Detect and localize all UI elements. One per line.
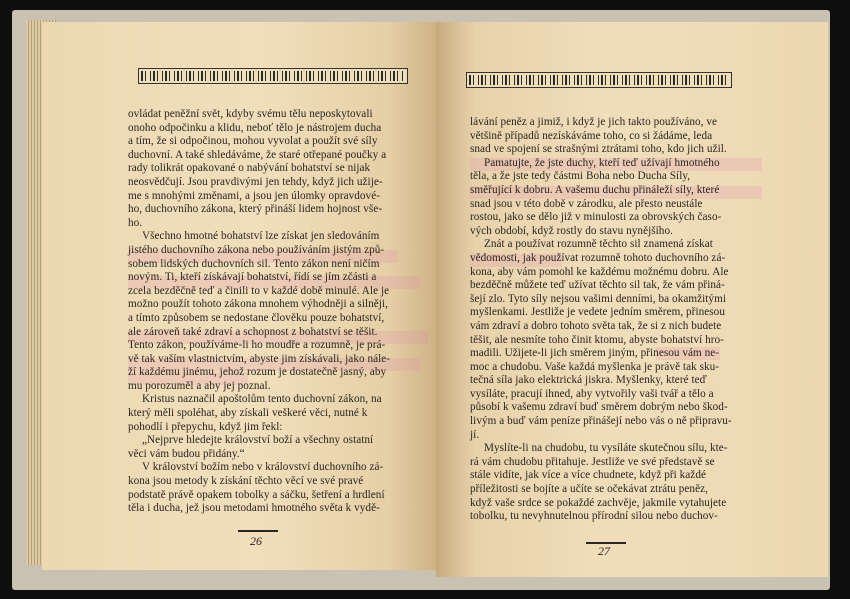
text-line: lávání peněz a jimiž, i když je jich takto používáno, ve <box>470 116 717 128</box>
text-line: a tím, že si odpočinou, mohou vyvolat a použít své síly <box>128 135 378 148</box>
text-line: věci vám budou přidány.“ <box>128 447 245 460</box>
text-line: bezděčně můžete teď užívat těchto sil tak, že vám přiná- <box>470 279 725 292</box>
text-line: možno použít tohoto zákona mnohem výhodněji a silněji, <box>128 298 388 311</box>
text-line: šejí zlo. Tyto síly nejsou vašimi denními, ba okamžitými <box>470 292 726 305</box>
open-book <box>12 8 838 593</box>
text-line: a tímto způsobem se nedostane člověku pouze bohatství, <box>128 311 385 324</box>
text-line: jistého duchovního zákona nebo používáním jistým způ- <box>128 243 385 256</box>
text-line: pohodlí i přepychu, když jim řekl: <box>128 420 283 433</box>
text-line: příležitosti se bojíte a učíte se očekávat ztrátu peněz, <box>470 483 708 496</box>
text-line: duchovní. A také shledáváme, že staré otřepané poučky a <box>128 148 387 161</box>
text-line: ho. <box>128 216 143 229</box>
text-line: ží každému jinému, jehož rozum je dostatečně jasný, aby <box>128 366 387 379</box>
text-line: kona jsou metody k získání těchto věcí ve své pravé <box>128 475 364 488</box>
text-line: madili. Užijete-li jich směrem jiným, přinesou vám ne- <box>470 347 720 360</box>
text-line: V království božím nebo v království duchovního zá- <box>142 461 384 474</box>
text-line: ovládat peněžní svět, kdyby svému tělu neposkytovali <box>128 108 373 120</box>
text-line: když vaše srdce se pokaždé zachvěje, jakmile vytahujete <box>470 496 727 509</box>
text-line: Znát a používat rozumně těchto sil znamená získat <box>484 238 713 251</box>
text-line: sobem lidských duchovních sil. Tento zákon není ničím <box>128 257 380 270</box>
text-line: ale zároveň také zdraví a schopnost z bohatství se těšit. <box>128 325 378 338</box>
text-line: „Nejprve hledejte království boží a všechny ostatní <box>142 434 374 447</box>
text-line: moc a chudobu. Vaše každá myšlenka je právě tak sku- <box>470 360 720 373</box>
text-line: těšit, ale nesmíte toho činit ktomu, abyste bohatství hro- <box>470 333 724 346</box>
text-line: me s mnohými změnami, a jsou jen úlomky opravdové- <box>128 189 380 202</box>
text-line: rostou, jako se dělo již v minulosti za obrovských časo- <box>470 211 722 224</box>
text-line: který měli spoléhat, aby získali veškeré věci, nutné k <box>128 407 368 420</box>
text-line: vám zdraví a dobro tohoto světa tak, že si z nich budete <box>470 319 722 332</box>
text-line: většině případů nezískáváme toho, co si žádáme, leda <box>470 129 713 142</box>
text-line: podstatě právě opakem tobolky a sáčku, šetření a hrdlení <box>128 488 385 501</box>
right-page <box>436 22 828 577</box>
text-line: rá vám chudobu přitahuje. Jestliže ve své představě se <box>470 455 715 468</box>
page-number: 26 <box>250 534 262 548</box>
text-line: zcela bezděčně teď a činili to v každé době minulé. Ale je <box>128 284 390 297</box>
text-line: těla i ducha, jež jsou metodami hmotného světa k vydě- <box>128 502 380 515</box>
text-line: vě tak vaším vlastnictvím, abyste jim získávali, jako nále- <box>128 352 391 365</box>
text-line: myšlenkami. Jestliže je vedete jedním směrem, přinesou <box>470 306 725 319</box>
left-header-ornament <box>138 68 408 84</box>
text-line: Tento zákon, používáme-li ho moudře a rozumně, je prá- <box>128 339 386 352</box>
text-line: snad jsou v této době v zárodku, ale přesto neustále <box>470 197 703 210</box>
footer-rule <box>238 530 278 532</box>
text-line: Kristus naznačil apoštolům tento duchovní zákon, na <box>142 393 382 406</box>
text-line: kona, aby vám pomohl ke každému možnému dobru. Ale <box>470 265 729 278</box>
left-page <box>42 22 436 570</box>
text-line: vých období, když rostly do stavu nynějšího. <box>470 224 673 237</box>
text-line: snad ve spojení se strašnými ztrátami toho, kdo jich užil. <box>470 143 727 156</box>
text-line: rady tolikrát opakované o nabývání bohatství se nijak <box>128 162 371 175</box>
right-page-text <box>470 116 770 524</box>
text-line: tobolku, tu nevyhnutelnou přírodní silou nebo duchov- <box>470 510 718 523</box>
text-line: působí k vašemu zdraví buď směrem dobrým nebo škod- <box>470 401 728 414</box>
text-line: novým. Ti, kteří získávají bohatství, řídí se jím zčásti a <box>128 271 377 284</box>
text-line: směřující k dobru. A vašemu duchu přináleží síly, které <box>470 183 720 196</box>
text-line: jí. <box>470 428 480 441</box>
text-line: mu porozuměl a aby jej poznal. <box>128 379 271 392</box>
text-line: Pamatujte, že jste duchy, kteří teď užívají hmotného <box>484 156 720 169</box>
page-number: 27 <box>598 544 610 558</box>
text-line: tečná síla jako elektrická jiskra. Myšlenky, které teď <box>470 374 707 387</box>
text-line: Všechno hmotné bohatství lze získat jen sledováním <box>142 230 380 243</box>
text-line: vědomosti, jak používat rozumně tohoto duchovního zá- <box>470 251 726 264</box>
text-line: vysíláte, pracují ihned, aby vytvořily vaši tvář a tělo a <box>470 387 714 400</box>
text-line: ho, duchovního zákona, který přináší lidem hojnost vše- <box>128 203 383 216</box>
text-line: Myslíte-li na chudobu, tu vysíláte skutečnou sílu, kte- <box>484 442 728 455</box>
text-line: onoho odpočinku a klidu, neboť tělo je nástrojem ducha <box>128 121 382 134</box>
text-line: neosvědčují. Jsou pravdivými jen tehdy, když jich užije- <box>128 175 383 188</box>
text-line: těla, a že jste tedy částmi Boha nebo Ducha Síly, <box>470 170 691 183</box>
right-header-ornament <box>466 72 732 88</box>
text-line: stále vidíte, jak více a více chudnete, když při každé <box>470 469 706 482</box>
left-page-text <box>128 108 428 516</box>
text-line: livým a buď vám peníze přinášejí nebo vás o ně připravu- <box>470 415 732 428</box>
